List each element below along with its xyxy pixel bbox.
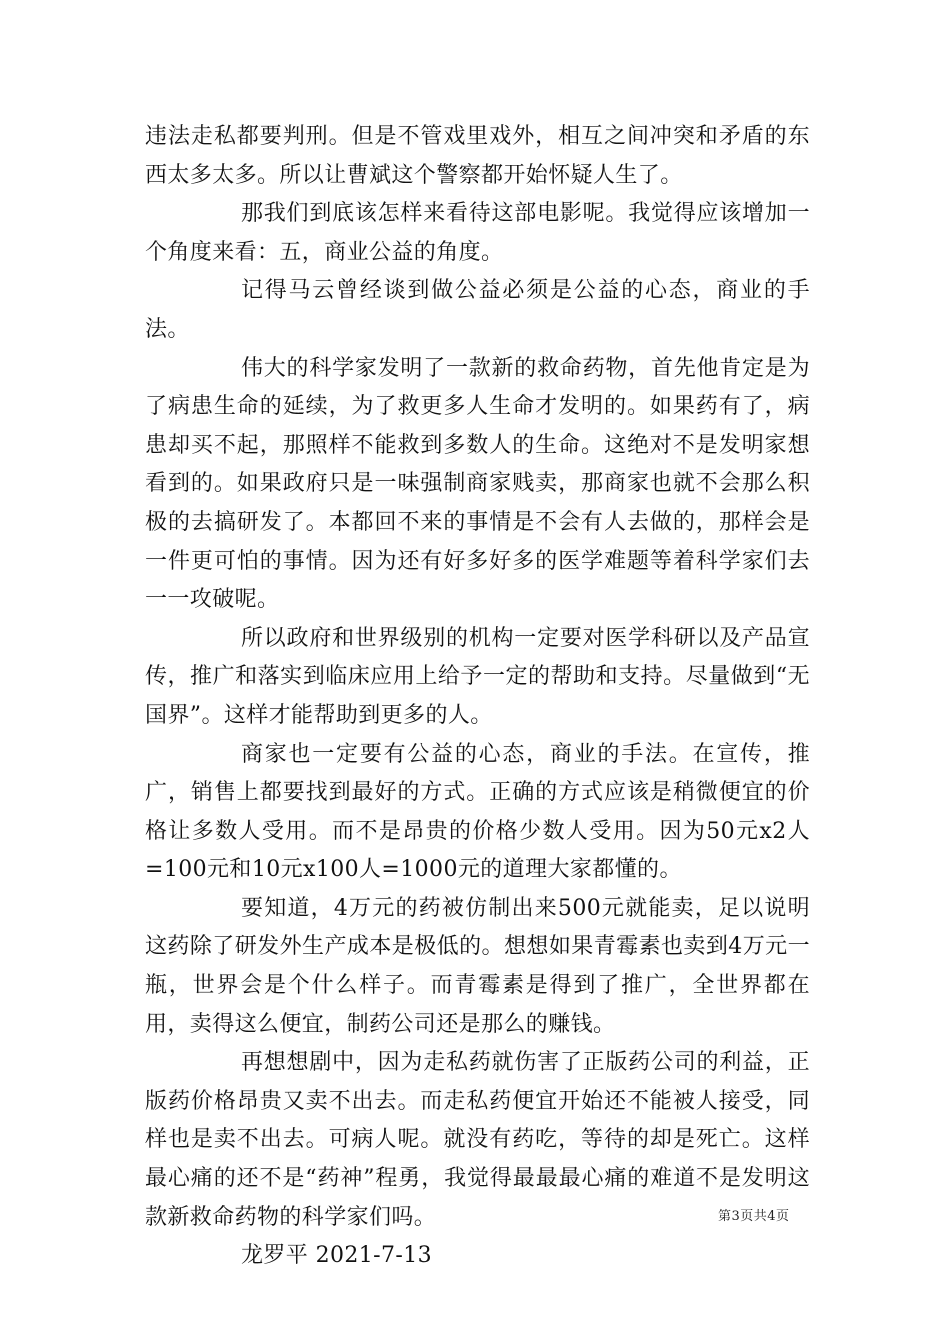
page-number-footer: 第3页共4页 <box>718 1209 790 1224</box>
paragraph: 那我们到底该怎样来看待这部电影呢。我觉得应该增加一个角度来看：五，商业公益的角度。 <box>145 201 810 265</box>
paragraph-continuation: 违法走私都要判刑。但是不管戏里戏外，相互之间冲突和矛盾的东西太多太多。所以让曹斌这个警察都开始怀疑人生了。 <box>145 124 810 188</box>
author-signature: 龙罗平 2021-7-13 <box>241 1243 433 1269</box>
paragraph: 要知道，4万元的药被仿制出来500元就能卖，足以说明这药除了研发外生产成本是极低的。想想如果青霉素也卖到4万元一瓶，世界会是个什么样子。而青霉素是得到了推广，全世界都在用，卖得这么便宜，制药公司还是那么的赚钱。 <box>145 895 810 1037</box>
paragraph: 所以政府和世界级别的机构一定要对医学科研以及产品宣传，推广和落实到临床应用上给予一定的帮助和支持。尽量做到“无国界”。这样才能帮助到更多的人。 <box>145 625 810 728</box>
paragraph: 伟大的科学家发明了一款新的救命药物，首先他肯定是为了病患生命的延续，为了救更多人生命才发明的。如果药有了，病患却买不起，那照样不能救到多数人的生命。这绝对不是发明家想看到的。如果政府只是一味强制商家贱卖，那商家也就不会那么积极的去搞研发了。本都回不来的事情是不会有人去做的，那样会是一件更可怕的事情。因为还有好多好多的医学难题等着科学家们去一一攻破呢。 <box>145 355 810 613</box>
article-body <box>145 118 810 1276</box>
paragraph: 商家也一定要有公益的心态，商业的手法。在宣传，推广，销售上都要找到最好的方式。正确的方式应该是稍微便宜的价格让多数人受用。而不是昂贵的价格少数人受用。因为50元x2人=100元和10元x100人=1000元的道理大家都懂的。 <box>145 741 810 883</box>
paragraph: 记得马云曾经谈到做公益必须是公益的心态，商业的手法。 <box>145 278 810 342</box>
paragraph: 再想想剧中，因为走私药就伤害了正版药公司的利益，正版药价格昂贵又卖不出去。而走私药便宜开始还不能被人接受，同样也是卖不出去。可病人呢。就没有药吃，等待的却是死亡。这样最心痛的还不是“药神”程勇，我觉得最最最心痛的难道不是发明这款新救命药物的科学家们吗。 <box>145 1050 810 1230</box>
